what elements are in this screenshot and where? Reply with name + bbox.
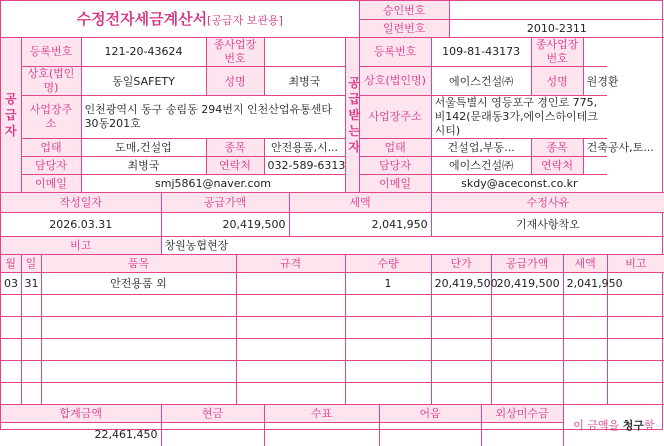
item-day: 31	[21, 272, 41, 294]
table-row	[1, 382, 664, 404]
item-name: 안전용품 외	[41, 272, 236, 294]
cash-value	[161, 422, 264, 446]
buyer-person-label: 담당자	[359, 156, 431, 174]
bill-value	[379, 422, 481, 446]
summary-supply-label: 공급가액	[161, 192, 289, 212]
buyer-branch-label: 종사업장번호	[531, 37, 583, 66]
supplier-person-label: 담당자	[21, 156, 81, 174]
supplier-branch-label: 종사업장번호	[206, 37, 264, 66]
claim-message: 이 금액을 청구함	[563, 404, 664, 446]
date-label: 작성일자	[1, 192, 161, 212]
table-row	[1, 272, 664, 294]
reason-value: 기재사항착오	[431, 212, 664, 236]
col-note: 비고	[607, 254, 664, 272]
table-row	[1, 338, 664, 360]
buyer-rep-label: 성명	[531, 66, 583, 95]
summary-tax-label: 세액	[289, 192, 431, 212]
summary-tax: 2,041,950	[289, 212, 431, 236]
credit-value	[481, 422, 563, 446]
supplier-biztype: 도매,건설업	[81, 138, 206, 156]
col-supply: 공급가액	[491, 254, 563, 272]
approval-label: 승인번호	[359, 1, 449, 19]
supplier-bizitem-label: 종목	[206, 138, 264, 156]
supplier-name-label: 상호(법인명)	[21, 66, 81, 95]
table-row	[1, 316, 664, 338]
buyer-side-label: 공급받는자	[345, 37, 359, 192]
buyer-email: skdy@aceconst.co.kr	[431, 174, 607, 192]
buyer-biztype: 건설업,부동...	[431, 138, 531, 156]
table-row	[1, 294, 664, 316]
bill-label: 어음	[379, 404, 481, 422]
total-amount: 22,461,450	[1, 422, 161, 446]
buyer-addr-label: 사업장주소	[359, 95, 431, 138]
total-label: 합계금액	[1, 404, 161, 422]
check-value	[264, 422, 379, 446]
item-spec	[236, 272, 345, 294]
supplier-email-label: 이메일	[21, 174, 81, 192]
supplier-name: 동일SAFETY	[81, 66, 206, 95]
item-tax: 2,041,950	[563, 272, 607, 294]
buyer-contact	[583, 156, 607, 174]
supplier-contact: 032-589-6313	[264, 156, 345, 174]
col-month: 월	[1, 254, 21, 272]
invoice-date: 2026.03.31	[1, 212, 161, 236]
invoice-table	[1, 1, 664, 446]
supplier-rep-label: 성명	[206, 66, 264, 95]
serial-label: 일련번호	[359, 19, 449, 37]
summary-supply: 20,419,500	[161, 212, 289, 236]
supplier-email: smj5861@naver.com	[81, 174, 345, 192]
buyer-email-label: 이메일	[359, 174, 431, 192]
buyer-branch-value	[583, 37, 607, 66]
approval-value	[449, 1, 664, 19]
col-qty: 수량	[345, 254, 431, 272]
credit-label: 외상미수금	[481, 404, 563, 422]
col-spec: 규격	[236, 254, 345, 272]
item-qty: 1	[345, 272, 431, 294]
buyer-biztype-label: 업태	[359, 138, 431, 156]
buyer-name-label: 상호(법인명)	[359, 66, 431, 95]
note-label: 비고	[1, 236, 161, 254]
buyer-reg-no: 109-81-43173	[431, 37, 531, 66]
supplier-contact-label: 연락처	[206, 156, 264, 174]
buyer-reg-label: 등록번호	[359, 37, 431, 66]
buyer-addr: 서울특별시 영등포구 경인로 775,비142(문래동3가,에이스하이테크시티)	[431, 95, 607, 138]
item-unit: 20,419,500	[431, 272, 491, 294]
supplier-addr: 인천광역시 동구 송림동 294번지 인천산업유통센타 30동201호	[81, 95, 345, 138]
supplier-side-label: 공급자	[1, 37, 21, 192]
item-supply: 20,419,500	[491, 272, 563, 294]
supplier-reg-no: 121-20-43624	[81, 37, 206, 66]
supplier-biztype-label: 업태	[21, 138, 81, 156]
buyer-person: 에이스건설㈜	[431, 156, 531, 174]
supplier-branch-value	[264, 37, 345, 66]
table-row	[1, 360, 664, 382]
buyer-contact-label: 연락처	[531, 156, 583, 174]
invoice-subtitle: [공급자 보관용]	[207, 14, 283, 28]
supplier-rep: 최병국	[264, 66, 345, 95]
serial-value: 2010-2311	[449, 19, 664, 37]
supplier-reg-label: 등록번호	[21, 37, 81, 66]
supplier-bizitem: 안전용품,시...	[264, 138, 345, 156]
note-value: 창원농협현장	[161, 236, 664, 254]
reason-label: 수정사유	[431, 192, 664, 212]
col-tax: 세액	[563, 254, 607, 272]
supplier-person: 최병국	[81, 156, 206, 174]
supplier-addr-label: 사업장주소	[21, 95, 81, 138]
buyer-name: 에이스건설㈜	[431, 66, 531, 95]
buyer-rep: 원경환	[583, 66, 607, 95]
col-name: 품목	[41, 254, 236, 272]
check-label: 수표	[264, 404, 379, 422]
buyer-bizitem: 건축공사,토...	[583, 138, 607, 156]
cash-label: 현금	[161, 404, 264, 422]
col-unit: 단가	[431, 254, 491, 272]
invoice-title: 수정전자세금계산서	[76, 10, 208, 29]
item-month: 03	[1, 272, 21, 294]
buyer-bizitem-label: 종목	[531, 138, 583, 156]
col-day: 일	[21, 254, 41, 272]
